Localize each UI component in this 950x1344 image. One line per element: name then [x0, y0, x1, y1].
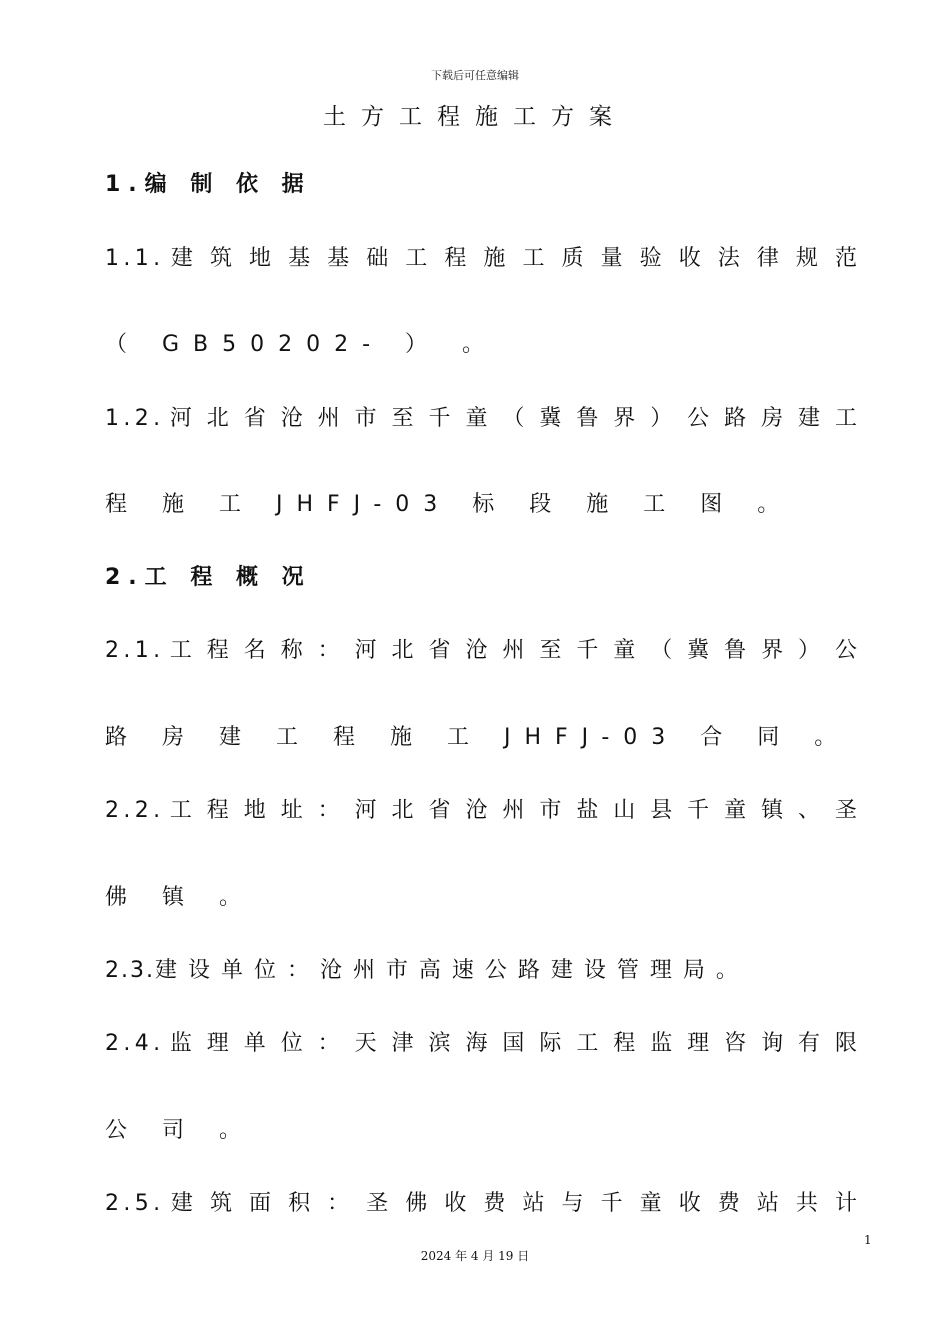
- body-line-1-1-cont: （ GB50202- ） 。: [105, 332, 499, 357]
- body-line-2-3: 2.3.建 设 单 位 ： 沧 州 市 高 速 公 路 建 设 管 理 局 。: [105, 958, 740, 983]
- page-number: 1: [864, 1233, 872, 1247]
- body-line-2-1-cont: 路 房 建 工 程 施 工 JHFJ-03 合 同 。: [105, 725, 851, 750]
- body-line-2-4-cont: 公 司 。: [105, 1118, 255, 1143]
- body-line-1-2-cont: 程 施 工 JHFJ-03 标 段 施 工 图 。: [105, 492, 794, 517]
- body-line-2-1: 2 . 1 . 工 程 名 称 ： 河 北 省 沧 州 至 千 童 （ 冀 鲁 界 ） 公: [105, 638, 857, 663]
- section-heading-1: 1.编 制 依 据: [105, 172, 312, 197]
- body-line-2-2-cont: 佛 镇 。: [105, 885, 255, 910]
- footer-date: 2024 年 4 月 19 日: [420, 1249, 530, 1263]
- page-header-note: 下载后可任意编辑: [431, 69, 519, 82]
- body-line-2-5: 2 . 5 . 建 筑 面 积 ： 圣 佛 收 费 站 与 千 童 收 费 站 共 计: [105, 1191, 857, 1216]
- body-line-2-4: 2 . 4 . 监 理 单 位 ： 天 津 滨 海 国 际 工 程 监 理 咨 询 有 限: [105, 1031, 857, 1056]
- document-title: 土方工程施工方案: [323, 104, 627, 130]
- body-line-1-1: 1 . 1 . 建 筑 地 基 基 础 工 程 施 工 质 量 验 收 法 律 规 范: [105, 246, 857, 271]
- body-line-2-2: 2 . 2 . 工 程 地 址 ： 河 北 省 沧 州 市 盐 山 县 千 童 镇 、 圣: [105, 798, 857, 823]
- section-heading-2: 2.工 程 概 况: [105, 565, 312, 590]
- body-line-1-2: 1 . 2 . 河 北 省 沧 州 市 至 千 童 （ 冀 鲁 界 ） 公 路 房 建 工: [105, 406, 857, 431]
